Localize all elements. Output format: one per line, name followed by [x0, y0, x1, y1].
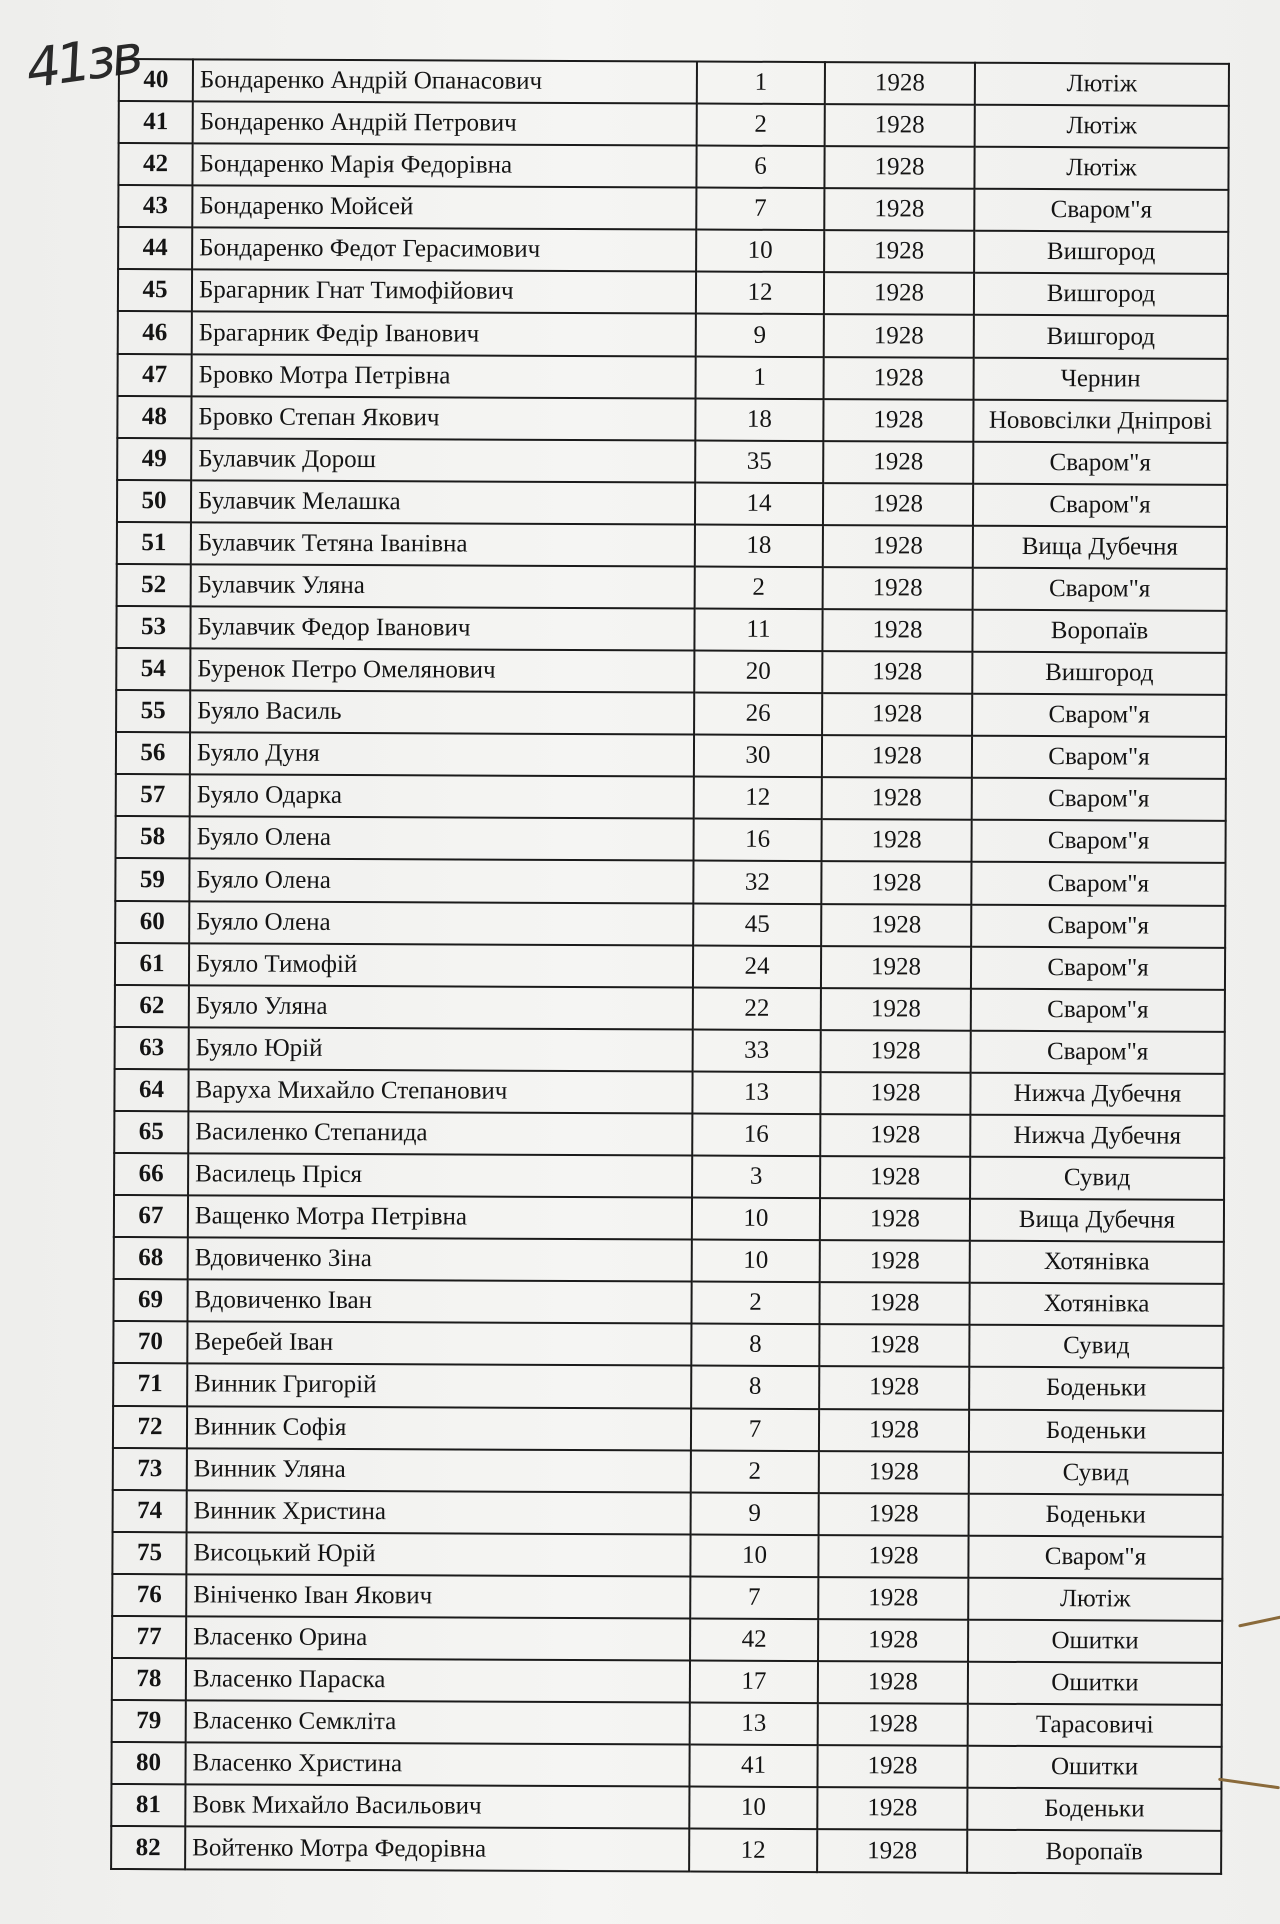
table-row — [119, 59, 1229, 106]
year-cell: 1928 — [823, 399, 973, 442]
person-name-cell: Буренок Петро Омелянович — [190, 648, 694, 692]
village-cell: Сувид — [969, 1325, 1223, 1368]
person-name-cell: Бондаренко Андрій Опанасович — [193, 59, 697, 103]
person-name-cell: Веребей Іван — [187, 1322, 691, 1366]
quantity-cell: 10 — [692, 1240, 820, 1283]
register-table — [110, 58, 1230, 1875]
quantity-cell: 7 — [690, 1576, 818, 1619]
quantity-cell: 45 — [693, 903, 821, 946]
person-name-cell: Бондаренко Марія Федорівна — [192, 143, 696, 187]
row-number-cell: 79 — [112, 1700, 186, 1742]
table-row — [116, 648, 1226, 695]
year-cell: 1928 — [822, 651, 972, 694]
table-row — [114, 1111, 1224, 1158]
year-cell: 1928 — [818, 1577, 968, 1620]
table-row — [118, 227, 1228, 274]
village-cell: Сваром"я — [972, 736, 1226, 779]
table-row — [116, 606, 1226, 653]
quantity-cell: 2 — [691, 1450, 819, 1493]
village-cell: Сваром"я — [971, 946, 1225, 989]
person-name-cell: Буяло Олена — [189, 859, 693, 903]
village-cell: Хотянівка — [969, 1283, 1223, 1326]
quantity-cell: 17 — [690, 1660, 818, 1703]
year-cell: 1928 — [819, 1366, 969, 1409]
year-cell: 1928 — [820, 1198, 970, 1241]
person-name-cell: Василенко Степанида — [188, 1111, 692, 1155]
village-cell: Сваром"я — [973, 441, 1227, 484]
quantity-cell: 18 — [695, 398, 823, 441]
quantity-cell: 6 — [696, 146, 824, 189]
village-cell: Чернин — [974, 357, 1228, 400]
year-cell: 1928 — [820, 1072, 970, 1115]
year-cell: 1928 — [821, 904, 971, 947]
table-row — [115, 1027, 1225, 1074]
table-row — [113, 1405, 1223, 1452]
person-name-cell: Булавчик Федор Іванович — [190, 606, 694, 650]
quantity-cell: 14 — [695, 482, 823, 525]
row-number-cell: 82 — [111, 1826, 185, 1869]
year-cell: 1928 — [822, 819, 972, 862]
binding-thread — [1218, 1778, 1280, 1790]
year-cell: 1928 — [818, 1703, 968, 1746]
village-cell: Сувид — [970, 1157, 1224, 1200]
row-number-cell: 44 — [118, 227, 192, 269]
table-row — [118, 269, 1228, 316]
quantity-cell: 33 — [693, 1029, 821, 1072]
row-number-cell: 68 — [114, 1237, 188, 1279]
person-name-cell: Буяло Олена — [190, 817, 694, 861]
quantity-cell: 12 — [696, 272, 824, 315]
village-cell: Лютіж — [974, 147, 1228, 190]
row-number-cell: 77 — [112, 1616, 186, 1658]
village-cell: Хотянівка — [970, 1241, 1224, 1284]
table-row — [116, 732, 1226, 779]
quantity-cell: 2 — [695, 566, 823, 609]
row-number-cell: 61 — [115, 943, 189, 985]
quantity-cell: 41 — [689, 1745, 817, 1788]
person-name-cell: Вовк Михайло Васильович — [185, 1785, 689, 1829]
row-number-cell: 51 — [117, 522, 191, 564]
village-cell: Ошитки — [968, 1662, 1222, 1705]
village-cell: Сваром"я — [971, 988, 1225, 1031]
person-name-cell: Власенко Христина — [185, 1742, 689, 1786]
village-cell: Ошитки — [968, 1620, 1222, 1663]
year-cell: 1928 — [821, 988, 971, 1031]
quantity-cell: 1 — [696, 356, 824, 399]
person-name-cell: Вдовиченко Зіна — [188, 1238, 692, 1282]
table-row — [112, 1616, 1222, 1663]
year-cell: 1928 — [819, 1282, 969, 1325]
village-cell: Вишгород — [974, 315, 1228, 358]
quantity-cell: 3 — [692, 1156, 820, 1199]
village-cell: Сувид — [969, 1451, 1223, 1494]
row-number-cell: 57 — [116, 774, 190, 816]
person-name-cell: Винник Христина — [187, 1490, 691, 1534]
person-name-cell: Власенко Семкліта — [186, 1700, 690, 1744]
year-cell: 1928 — [822, 693, 972, 736]
table-row — [114, 1069, 1224, 1116]
village-cell: Нижча Дубечня — [970, 1073, 1224, 1116]
person-name-cell: Буяло Василь — [190, 690, 694, 734]
village-cell: Вишгород — [974, 231, 1228, 274]
table-row — [113, 1279, 1223, 1326]
village-cell: Сваром"я — [971, 1031, 1225, 1074]
row-number-cell: 40 — [119, 59, 193, 101]
table-row — [119, 101, 1229, 148]
quantity-cell: 13 — [690, 1703, 818, 1746]
table-row — [115, 901, 1225, 948]
quantity-cell: 30 — [694, 735, 822, 778]
year-cell: 1928 — [824, 188, 974, 231]
year-cell: 1928 — [824, 146, 974, 189]
person-name-cell: Буяло Тимофій — [189, 943, 693, 987]
quantity-cell: 42 — [690, 1618, 818, 1661]
year-cell: 1928 — [819, 1451, 969, 1494]
village-cell: Вища Дубечня — [970, 1199, 1224, 1242]
table-row — [118, 311, 1228, 358]
village-cell: Боденьки — [969, 1493, 1223, 1536]
table-row — [114, 1237, 1224, 1284]
row-number-cell: 78 — [112, 1658, 186, 1700]
row-number-cell: 50 — [117, 480, 191, 522]
table-row — [114, 1153, 1224, 1200]
person-name-cell: Буяло Дуня — [190, 733, 694, 777]
row-number-cell: 72 — [113, 1405, 187, 1447]
person-name-cell: Бровко Степан Якович — [191, 396, 695, 440]
year-cell: 1928 — [824, 272, 974, 315]
register-body — [111, 59, 1229, 1874]
archive-sheet-mark: 41зв — [22, 22, 144, 101]
row-number-cell: 67 — [114, 1195, 188, 1237]
row-number-cell: 54 — [116, 648, 190, 690]
person-name-cell: Булавчик Мелашка — [191, 480, 695, 524]
person-name-cell: Бондаренко Андрій Петрович — [193, 101, 697, 145]
quantity-cell: 18 — [695, 524, 823, 567]
person-name-cell: Буяло Олена — [189, 901, 693, 945]
table-row — [117, 396, 1227, 443]
table-row — [113, 1321, 1223, 1368]
village-cell: Лютіж — [975, 63, 1229, 106]
village-cell: Лютіж — [968, 1578, 1222, 1621]
person-name-cell: Булавчик Уляна — [191, 564, 695, 608]
person-name-cell: Власенко Орина — [186, 1616, 690, 1660]
quantity-cell: 10 — [696, 230, 824, 273]
village-cell: Вишгород — [974, 273, 1228, 316]
row-number-cell: 73 — [113, 1448, 187, 1490]
row-number-cell: 64 — [114, 1069, 188, 1111]
year-cell: 1928 — [822, 777, 972, 820]
year-cell: 1928 — [825, 104, 975, 147]
row-number-cell: 74 — [113, 1490, 187, 1532]
table-row — [118, 143, 1228, 190]
person-name-cell: Бровко Мотра Петрівна — [192, 354, 696, 398]
person-name-cell: Василець Пріся — [188, 1153, 692, 1197]
year-cell: 1928 — [820, 1240, 970, 1283]
row-number-cell: 66 — [114, 1153, 188, 1195]
year-cell: 1928 — [821, 1030, 971, 1073]
table-row — [112, 1532, 1222, 1579]
person-name-cell: Власенко Параска — [186, 1658, 690, 1702]
village-cell: Лютіж — [975, 105, 1229, 148]
row-number-cell: 76 — [112, 1574, 186, 1616]
table-row — [118, 354, 1228, 401]
quantity-cell: 22 — [693, 987, 821, 1030]
person-name-cell: Винник Уляна — [187, 1448, 691, 1492]
row-number-cell: 47 — [118, 354, 192, 396]
quantity-cell: 26 — [694, 693, 822, 736]
table-row — [115, 858, 1225, 905]
quantity-cell: 35 — [695, 440, 823, 483]
table-row — [113, 1490, 1223, 1537]
row-number-cell: 75 — [112, 1532, 186, 1574]
year-cell: 1928 — [817, 1829, 967, 1872]
village-cell: Вишгород — [972, 652, 1226, 695]
village-cell: Сваром"я — [971, 862, 1225, 905]
row-number-cell: 43 — [118, 185, 192, 227]
year-cell: 1928 — [818, 1661, 968, 1704]
row-number-cell: 49 — [117, 438, 191, 480]
village-cell: Нижча Дубечня — [970, 1115, 1224, 1158]
quantity-cell: 9 — [691, 1492, 819, 1535]
person-name-cell: Винник Софія — [187, 1406, 691, 1450]
row-number-cell: 42 — [118, 143, 192, 185]
table-row — [112, 1658, 1222, 1705]
year-cell: 1928 — [820, 1114, 970, 1157]
quantity-cell: 8 — [691, 1324, 819, 1367]
village-cell: Воропаїв — [972, 610, 1226, 653]
year-cell: 1928 — [822, 609, 972, 652]
year-cell: 1928 — [822, 735, 972, 778]
table-row — [115, 985, 1225, 1032]
year-cell: 1928 — [823, 483, 973, 526]
table-row — [113, 1363, 1223, 1410]
village-cell: Воропаїв — [967, 1830, 1221, 1874]
table-row — [111, 1784, 1221, 1831]
village-cell: Сваром"я — [971, 904, 1225, 947]
quantity-cell: 8 — [691, 1366, 819, 1409]
year-cell: 1928 — [825, 62, 975, 105]
year-cell: 1928 — [823, 441, 973, 484]
quantity-cell: 16 — [692, 1113, 820, 1156]
row-number-cell: 80 — [111, 1742, 185, 1784]
quantity-cell: 16 — [694, 819, 822, 862]
village-cell: Сваром"я — [974, 189, 1228, 232]
person-name-cell: Бондаренко Федот Герасимович — [192, 228, 696, 272]
quantity-cell: 2 — [691, 1282, 819, 1325]
year-cell: 1928 — [821, 862, 971, 905]
village-cell: Сваром"я — [973, 484, 1227, 527]
quantity-cell: 11 — [694, 609, 822, 652]
row-number-cell: 46 — [118, 311, 192, 353]
table-row — [115, 943, 1225, 990]
year-cell: 1928 — [819, 1493, 969, 1536]
person-name-cell: Буяло Уляна — [189, 985, 693, 1029]
year-cell: 1928 — [824, 230, 974, 273]
table-row — [117, 522, 1227, 569]
table-row — [113, 1448, 1223, 1495]
table-row — [116, 816, 1226, 863]
village-cell: Сваром"я — [973, 568, 1227, 611]
quantity-cell: 20 — [694, 651, 822, 694]
table-row — [111, 1742, 1221, 1789]
table-row — [117, 438, 1227, 485]
year-cell: 1928 — [821, 946, 971, 989]
table-row — [117, 564, 1227, 611]
person-name-cell: Булавчик Дорош — [191, 438, 695, 482]
village-cell: Сваром"я — [968, 1535, 1222, 1578]
quantity-cell: 1 — [697, 62, 825, 105]
village-cell: Нововсілки Дніпрові — [973, 399, 1227, 442]
row-number-cell: 52 — [117, 564, 191, 606]
table-row — [116, 690, 1226, 737]
table-row — [118, 185, 1228, 232]
quantity-cell: 24 — [693, 945, 821, 988]
row-number-cell: 65 — [114, 1111, 188, 1153]
table-row — [111, 1826, 1221, 1874]
quantity-cell: 13 — [692, 1071, 820, 1114]
village-cell: Сваром"я — [971, 820, 1225, 863]
person-name-cell: Брагарник Федір Іванович — [192, 312, 696, 356]
year-cell: 1928 — [817, 1787, 967, 1830]
quantity-cell: 2 — [697, 104, 825, 147]
row-number-cell: 41 — [119, 101, 193, 143]
quantity-cell: 32 — [693, 861, 821, 904]
person-name-cell: Брагарник Гнат Тимофійович — [192, 270, 696, 314]
year-cell: 1928 — [824, 315, 974, 358]
row-number-cell: 69 — [113, 1279, 187, 1321]
village-cell: Сваром"я — [972, 778, 1226, 821]
quantity-cell: 12 — [694, 777, 822, 820]
quantity-cell: 10 — [689, 1787, 817, 1830]
row-number-cell: 48 — [117, 396, 191, 438]
year-cell: 1928 — [820, 1156, 970, 1199]
village-cell: Сваром"я — [972, 694, 1226, 737]
person-name-cell: Буяло Одарка — [190, 775, 694, 819]
person-name-cell: Винник Григорій — [187, 1364, 691, 1408]
row-number-cell: 62 — [115, 985, 189, 1027]
table-row — [116, 774, 1226, 821]
year-cell: 1928 — [817, 1745, 967, 1788]
quantity-cell: 12 — [689, 1829, 817, 1872]
row-number-cell: 53 — [116, 606, 190, 648]
quantity-cell: 10 — [690, 1534, 818, 1577]
quantity-cell: 9 — [696, 314, 824, 357]
year-cell: 1928 — [819, 1409, 969, 1452]
village-cell: Боденьки — [969, 1409, 1223, 1452]
table-row — [114, 1195, 1224, 1242]
year-cell: 1928 — [824, 357, 974, 400]
binding-thread — [1238, 1615, 1280, 1627]
row-number-cell: 45 — [118, 269, 192, 311]
row-number-cell: 81 — [111, 1784, 185, 1826]
row-number-cell: 71 — [113, 1363, 187, 1405]
year-cell: 1928 — [819, 1324, 969, 1367]
year-cell: 1928 — [823, 525, 973, 568]
table-row — [117, 480, 1227, 527]
person-name-cell: Вдовиченко Іван — [187, 1280, 691, 1324]
village-cell: Тарасовичі — [968, 1704, 1222, 1747]
village-cell: Боденьки — [969, 1367, 1223, 1410]
village-cell: Ошитки — [967, 1746, 1221, 1789]
row-number-cell: 58 — [116, 816, 190, 858]
village-cell: Боденьки — [967, 1788, 1221, 1831]
village-cell: Вища Дубечня — [973, 526, 1227, 569]
row-number-cell: 60 — [115, 901, 189, 943]
quantity-cell: 7 — [696, 188, 824, 231]
year-cell: 1928 — [823, 567, 973, 610]
table-row — [112, 1700, 1222, 1747]
person-name-cell: Варуха Михайло Степанович — [188, 1069, 692, 1113]
year-cell: 1928 — [818, 1535, 968, 1578]
person-name-cell: Висоцький Юрій — [186, 1532, 690, 1576]
person-name-cell: Ващенко Мотра Петрівна — [188, 1195, 692, 1239]
person-name-cell: Булавчик Тетяна Іванівна — [191, 522, 695, 566]
quantity-cell: 7 — [691, 1408, 819, 1451]
person-name-cell: Вініченко Іван Якович — [186, 1574, 690, 1618]
row-number-cell: 70 — [113, 1321, 187, 1363]
table-row — [112, 1574, 1222, 1621]
person-name-cell: Буяло Юрій — [189, 1027, 693, 1071]
person-name-cell: Войтенко Мотра Федорівна — [185, 1827, 689, 1872]
row-number-cell: 59 — [115, 858, 189, 900]
row-number-cell: 63 — [115, 1027, 189, 1069]
quantity-cell: 10 — [692, 1198, 820, 1241]
row-number-cell: 56 — [116, 732, 190, 774]
person-name-cell: Бондаренко Мойсей — [192, 186, 696, 230]
year-cell: 1928 — [818, 1619, 968, 1662]
row-number-cell: 55 — [116, 690, 190, 732]
